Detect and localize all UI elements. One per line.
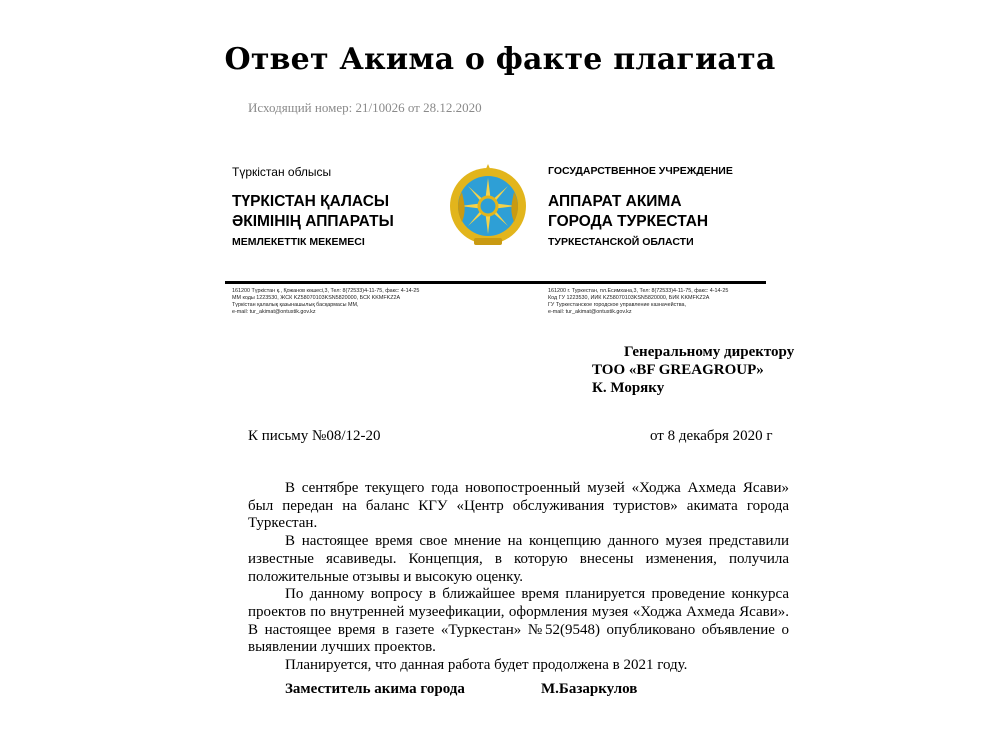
ru-contact-line: 161200 г. Туркестан, пл.Есимхана,3, Тел: 8(72533)4-11-75, факс: 4-14-25	[548, 288, 729, 294]
reference-letter: К письму №08/12-20	[248, 428, 381, 444]
recipient-block	[540, 343, 795, 397]
ru-contact-line: Код ГУ 1223530, ИИК KZ58070103KSN5820000, БИК KKMFKZ2A	[548, 295, 710, 301]
kz-contact-line: ММ коды 1223530, ЖСК KZ58070103KSN5820000, БСК KKMFKZ2A	[232, 295, 401, 301]
kz-contact-email: e-mail: tur_akimat@ontustik.gov.kz	[232, 309, 316, 315]
ru-name-line2: ГОРОДА ТУРКЕСТАН	[548, 213, 709, 230]
body-paragraph: По данному вопросу в ближайшее время планируется проведение конкурса проектов по внутренней музеефикации, оформления музея «Ходжа Ахмеда Ясави». В настоящее время в газете «Туркестан» №52(9548) опубликовано объявление о выявлении лучших проектов.	[248, 586, 789, 656]
reference-date: от 8 декабря 2020 г	[650, 428, 773, 444]
kz-contact-line: Түркістан қалалық қазынашылық басқармасы ММ,	[232, 302, 359, 308]
body-paragraph: В настоящее время свое мнение на концепцию данного музея представили известные ясавиведы. Концепция, в которую внесены изменения, получила положительные отзывы и высокую оценку.	[248, 533, 789, 585]
letter-body	[248, 480, 789, 675]
ru-contact-email: e-mail: tur_akimat@ontustik.gov.kz	[548, 309, 632, 315]
recipient-company: ТОО «BF GREAGROUP»	[592, 362, 764, 378]
body-paragraph: В сентябре текущего года новопостроенный музей «Ходжа Ахмеда Ясави» был передан на баланс КГУ «Центр обслуживания туристов» акимата города Туркестан.	[248, 480, 789, 532]
kz-region-label: Түркістан облысы	[232, 165, 332, 179]
ru-contact-line: ГУ Туркестанское городское управление казначейства,	[548, 302, 687, 308]
ru-gov-label: ГОСУДАРСТВЕННОЕ УЧРЕЖДЕНИЕ	[548, 165, 733, 177]
ru-contact-block	[548, 288, 758, 316]
ru-subtitle: ТУРКЕСТАНСКОЙ ОБЛАСТИ	[548, 236, 694, 248]
signature-title: Заместитель акима города	[285, 681, 465, 697]
kz-contact-block	[232, 288, 432, 316]
body-paragraph: Планируется, что данная работа будет продолжена в 2021 году.	[285, 657, 688, 674]
letterhead-divider	[225, 281, 766, 284]
kz-contact-line: 161200 Түркістан қ., Қожанов көшесі,3, Тел: 8(72533)4-11-75, факс: 4-14-25	[232, 288, 420, 294]
slide-title: Ответ Акима о факте плагиата	[224, 42, 776, 77]
kz-name-line1: ТҮРКІСТАН ҚАЛАСЫ	[232, 193, 390, 210]
outgoing-number: Исходящий номер: 21/10026 от 28.12.2020	[248, 100, 482, 115]
state-emblem-icon	[448, 162, 528, 250]
ru-organization-name	[548, 192, 708, 232]
kz-subtitle: МЕМЛЕКЕТТІК МЕКЕМЕСІ	[232, 236, 365, 248]
recipient-name: К. Моряку	[592, 380, 665, 396]
kz-name-line2: ӘКІМІНІҢ АППАРАТЫ	[232, 213, 394, 230]
signature-name: М.Базаркулов	[541, 681, 638, 697]
recipient-position: Генеральному директору	[624, 344, 795, 360]
kz-organization-name	[232, 192, 394, 232]
ru-name-line1: АППАРАТ АКИМА	[548, 193, 682, 210]
